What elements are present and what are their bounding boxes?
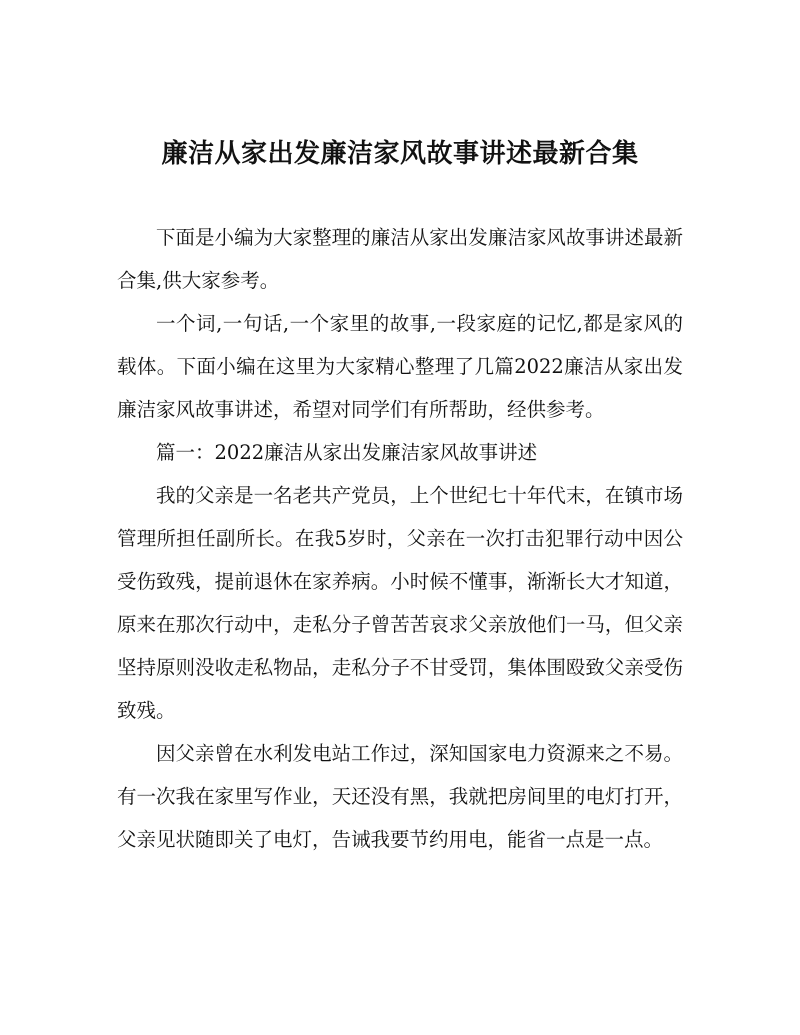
document-body xyxy=(117,216,683,861)
intro-paragraph: 下面是小编为大家整理的廉洁从家出发廉洁家风故事讲述最新合集,供大家参考。 xyxy=(117,226,683,292)
document-title: 廉洁从家出发廉洁家风故事讲述最新合集 xyxy=(161,139,639,169)
section-heading: 篇一：2022廉洁从家出发廉洁家风故事讲述 xyxy=(156,441,538,464)
body-paragraph: 因父亲曾在水利发电站工作过，深知国家电力资源来之不易。有一次我在家里写作业，天还没有黑，我就把房间里的电灯打开，父亲见状随即关了电灯，告诫我要节约用电，能省一点是一点。 xyxy=(117,742,683,851)
body-paragraph: 我的父亲是一名老共产党员，上个世纪七十年代末，在镇市场管理所担任副所长。在我5岁时，父亲在一次打击犯罪行动中因公受伤致残，提前退休在家养病。小时候不懂事，渐渐长大才知道，原来在那次行动中，走私分子曾苦苦哀求父亲放他们一马，但父亲坚持原则没收走私物品，走私分子不甘受罚，集体围殴致父亲受伤致残。 xyxy=(117,484,683,722)
body-paragraph: 一个词,一句话,一个家里的故事,一段家庭的记忆,都是家风的载体。下面小编在这里为大家精心整理了几篇2022廉洁从家出发廉洁家风故事讲述，希望对同学们有所帮助，经供参考。 xyxy=(117,312,683,421)
